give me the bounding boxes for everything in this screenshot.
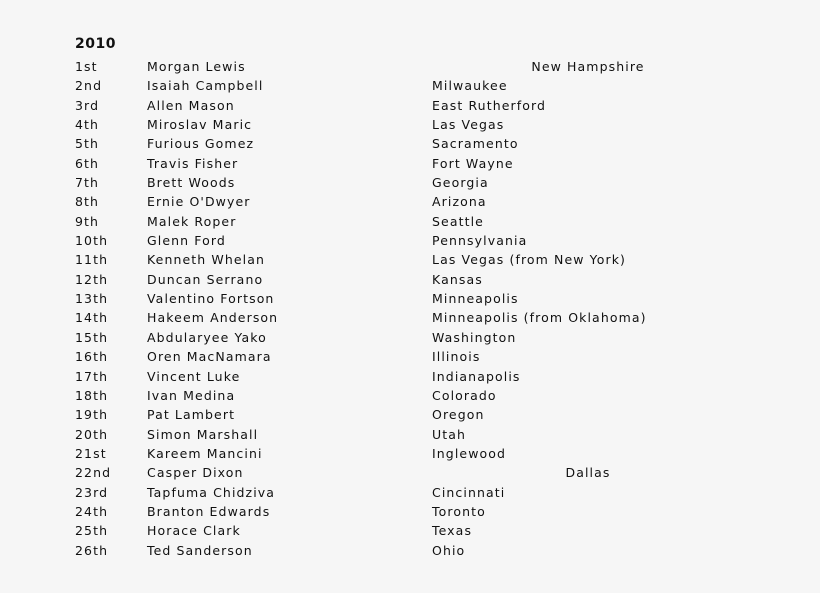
- list-item: [0, 173, 820, 192]
- location-label: Dallas: [565, 465, 611, 481]
- person-name: Casper Dixon: [147, 465, 244, 481]
- rank-label: 9th: [75, 213, 100, 229]
- person-name: Ivan Medina: [147, 387, 236, 403]
- list-item: [0, 96, 820, 115]
- person-name: Kareem Mancini: [147, 445, 263, 461]
- list-item: [0, 328, 820, 347]
- rank-label: 26th: [75, 542, 109, 558]
- list-item: [0, 541, 820, 560]
- rank-label: 16th: [75, 349, 109, 365]
- person-name: Morgan Lewis: [147, 59, 246, 74]
- list-item: [0, 115, 820, 134]
- location-label: Toronto: [432, 503, 486, 519]
- list-item: [0, 134, 820, 153]
- rank-label: 23rd: [75, 484, 109, 500]
- rank-label: 11th: [75, 252, 109, 268]
- location-label: Oregon: [432, 407, 485, 423]
- person-name: Branton Edwards: [147, 503, 271, 519]
- location-label: Illinois: [432, 349, 481, 365]
- list-item: [0, 386, 820, 405]
- location-label: Arizona: [432, 194, 487, 210]
- location-label: Utah: [432, 426, 467, 442]
- rank-label: 6th: [75, 155, 100, 171]
- rank-label: 20th: [75, 426, 109, 442]
- location-label: Minneapolis (from Oklahoma): [432, 310, 647, 326]
- person-name: Isaiah Campbell: [147, 78, 264, 94]
- person-name: Pat Lambert: [147, 407, 236, 423]
- location-label: Inglewood: [432, 445, 507, 461]
- list-item: [0, 483, 820, 502]
- rank-label: 5th: [75, 136, 100, 152]
- rank-label: 10th: [75, 233, 109, 249]
- list-item: [0, 308, 820, 327]
- ranking-list: [0, 57, 820, 560]
- person-name: Brett Woods: [147, 175, 236, 191]
- person-name: Glenn Ford: [147, 233, 226, 249]
- person-name: Travis Fisher: [147, 155, 239, 171]
- location-label: Washington: [432, 329, 517, 345]
- person-name: Ted Sanderson: [147, 542, 253, 558]
- rank-label: 25th: [75, 523, 109, 539]
- rank-label: 21st: [75, 445, 107, 461]
- person-name: Allen Mason: [147, 97, 235, 113]
- list-item: [0, 289, 820, 308]
- rank-label: 13th: [75, 291, 109, 307]
- location-label: Seattle: [432, 213, 484, 229]
- person-name: Oren MacNamara: [147, 349, 272, 365]
- person-name: Simon Marshall: [147, 426, 259, 442]
- rank-label: 4th: [75, 117, 100, 133]
- person-name: Miroslav Maric: [147, 117, 253, 133]
- location-label: New Hampshire: [531, 59, 645, 74]
- list-item: [0, 502, 820, 521]
- person-name: Furious Gomez: [147, 136, 255, 152]
- list-item: [0, 154, 820, 173]
- list-item: [0, 405, 820, 424]
- person-name: Ernie O'Dwyer: [147, 194, 251, 210]
- location-label: Fort Wayne: [432, 155, 514, 171]
- list-item: [0, 212, 820, 231]
- rank-label: 15th: [75, 329, 109, 345]
- location-label: Las Vegas (from New York): [432, 252, 627, 268]
- person-name: Horace Clark: [147, 523, 241, 539]
- person-name: Kenneth Whelan: [147, 252, 266, 268]
- person-name: Malek Roper: [147, 213, 237, 229]
- location-label: Sacramento: [432, 136, 519, 152]
- list-item: [0, 192, 820, 211]
- list-item: [0, 444, 820, 463]
- location-label: Pennsylvania: [432, 233, 528, 249]
- list-item: [0, 463, 820, 482]
- list-item: [0, 521, 820, 540]
- list-item: [0, 76, 820, 95]
- location-label: Indianapolis: [432, 368, 521, 384]
- rank-label: 17th: [75, 368, 109, 384]
- list-item: [0, 250, 820, 269]
- list-item: [0, 231, 820, 250]
- list-item: [0, 425, 820, 444]
- location-label: Las Vegas: [432, 117, 505, 133]
- rank-label: 3rd: [75, 97, 100, 113]
- list-item: [0, 367, 820, 386]
- person-name: Valentino Fortson: [147, 291, 275, 307]
- person-name: Duncan Serrano: [147, 271, 264, 287]
- rank-label: 24th: [75, 503, 109, 519]
- person-name: Abdularyee Yako: [147, 329, 267, 345]
- person-name: Hakeem Anderson: [147, 310, 279, 326]
- list-item: [0, 57, 820, 76]
- year-heading: 2010: [75, 36, 116, 52]
- rank-label: 18th: [75, 387, 109, 403]
- rank-label: 8th: [75, 194, 100, 210]
- list-item: [0, 270, 820, 289]
- rank-label: 7th: [75, 175, 100, 191]
- person-name: Vincent Luke: [147, 368, 241, 384]
- location-label: East Rutherford: [432, 97, 547, 113]
- rank-label: 14th: [75, 310, 109, 326]
- location-label: Kansas: [432, 271, 483, 287]
- location-label: Minneapolis: [432, 291, 519, 307]
- person-name: Tapfuma Chidziva: [147, 484, 276, 500]
- location-label: Texas: [432, 523, 473, 539]
- location-label: Ohio: [432, 542, 466, 558]
- rank-label: 22nd: [75, 465, 112, 481]
- list-item: [0, 347, 820, 366]
- location-label: Colorado: [432, 387, 497, 403]
- rank-label: 12th: [75, 271, 109, 287]
- rank-label: 19th: [75, 407, 109, 423]
- location-label: Cincinnati: [432, 484, 506, 500]
- rank-label: 1st: [75, 59, 98, 74]
- location-label: Georgia: [432, 175, 489, 191]
- rank-label: 2nd: [75, 78, 103, 94]
- location-label: Milwaukee: [432, 78, 508, 94]
